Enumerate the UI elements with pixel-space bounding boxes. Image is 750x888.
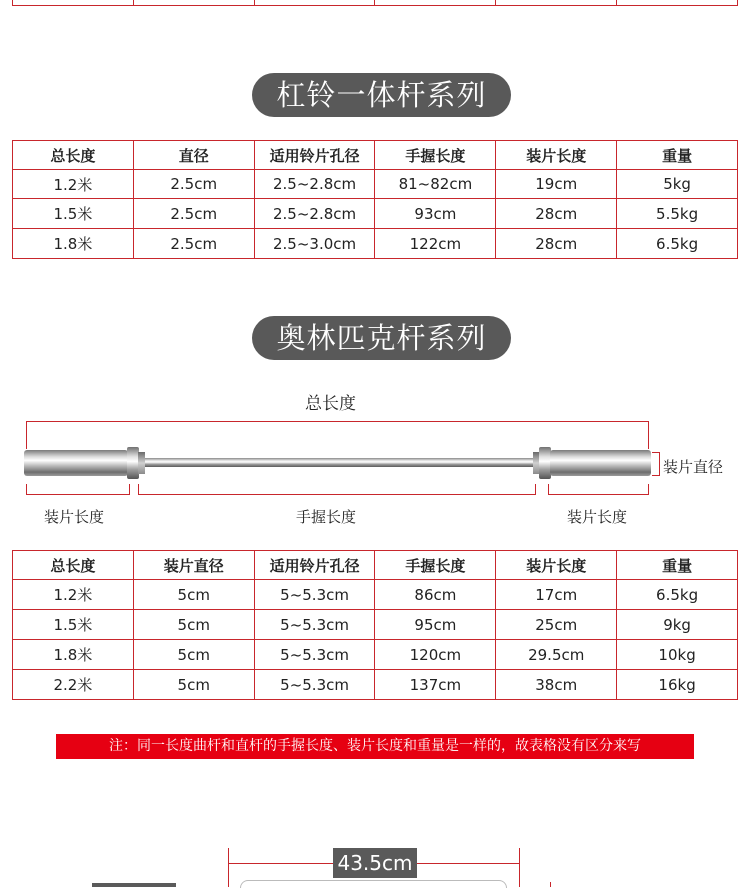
left-sleeve-tick-a [26, 484, 27, 495]
left-sleeve-length-line [26, 494, 130, 495]
grip-tick-a [138, 484, 139, 495]
table-row: 1.2米 2.5cm 2.5~2.8cm 81~82cm 19cm 5kg [13, 170, 738, 199]
table-header: 总长度 [13, 551, 134, 580]
table-header: 手握长度 [375, 551, 496, 580]
grip-tick-b [535, 484, 536, 495]
measure-tick-right [519, 848, 520, 887]
partial-box [92, 883, 176, 887]
left-sleeve-length-label: 装片长度 [44, 508, 105, 526]
left-ring [138, 452, 145, 474]
table-header: 适用铃片孔径 [254, 551, 375, 580]
olympic-bar-spec-table [12, 550, 738, 700]
table-row: 1.8米 5cm 5~5.3cm 120cm 29.5cm 10kg [13, 640, 738, 670]
table-header: 装片长度 [496, 551, 617, 580]
table-row: 2.2米 5cm 5~5.3cm 137cm 38cm 16kg [13, 670, 738, 700]
diameter-line [659, 452, 660, 476]
section-title-integrated-bar: 杠铃一体杆系列 [252, 73, 511, 117]
grip-length-label: 手握长度 [296, 508, 357, 526]
right-sleeve [550, 450, 651, 476]
table-row: 1.5米 2.5cm 2.5~2.8cm 93cm 28cm 5.5kg [13, 199, 738, 229]
table-header: 手握长度 [375, 141, 496, 170]
diameter-tick-bottom [652, 475, 660, 476]
partial-tick [550, 882, 551, 887]
table-header: 重量 [617, 551, 738, 580]
table-row: 1.2米 5cm 5~5.3cm 86cm 17cm 6.5kg [13, 580, 738, 610]
table-header: 装片直径 [133, 551, 254, 580]
table-header: 装片长度 [496, 141, 617, 170]
left-sleeve-tick-b [129, 484, 130, 495]
previous-table-fragment [12, 0, 738, 6]
table-row: 1.5米 5cm 5~5.3cm 95cm 25cm 9kg [13, 610, 738, 640]
table-row: 1.8米 2.5cm 2.5~3.0cm 122cm 28cm 6.5kg [13, 229, 738, 259]
table-header: 总长度 [13, 141, 134, 170]
grip-shaft [140, 458, 536, 467]
right-sleeve-length-label: 装片长度 [567, 508, 628, 526]
section-title-olympic-bar: 奥林匹克杆系列 [252, 316, 511, 360]
table-header: 适用铃片孔径 [254, 141, 375, 170]
total-length-tick-right [648, 421, 649, 449]
total-length-label: 总长度 [305, 394, 356, 414]
left-sleeve [24, 450, 128, 476]
integrated-bar-spec-table [12, 140, 738, 259]
sleeve-diameter-label: 装片直径 [663, 458, 724, 476]
measure-tick-left [228, 848, 229, 887]
total-length-tick-left [26, 421, 27, 449]
measure-label: 43.5cm [333, 848, 417, 878]
grip-length-line [138, 494, 536, 495]
right-sleeve-tick-b [648, 484, 649, 495]
table-header: 重量 [617, 141, 738, 170]
total-length-line [26, 421, 649, 422]
table-header: 直径 [133, 141, 254, 170]
right-sleeve-tick-a [548, 484, 549, 495]
note-banner: 注：同一长度曲杆和直杆的手握长度、装片长度和重量是一样的，故表格没有区分来写 [56, 734, 694, 759]
right-sleeve-length-line [548, 494, 649, 495]
